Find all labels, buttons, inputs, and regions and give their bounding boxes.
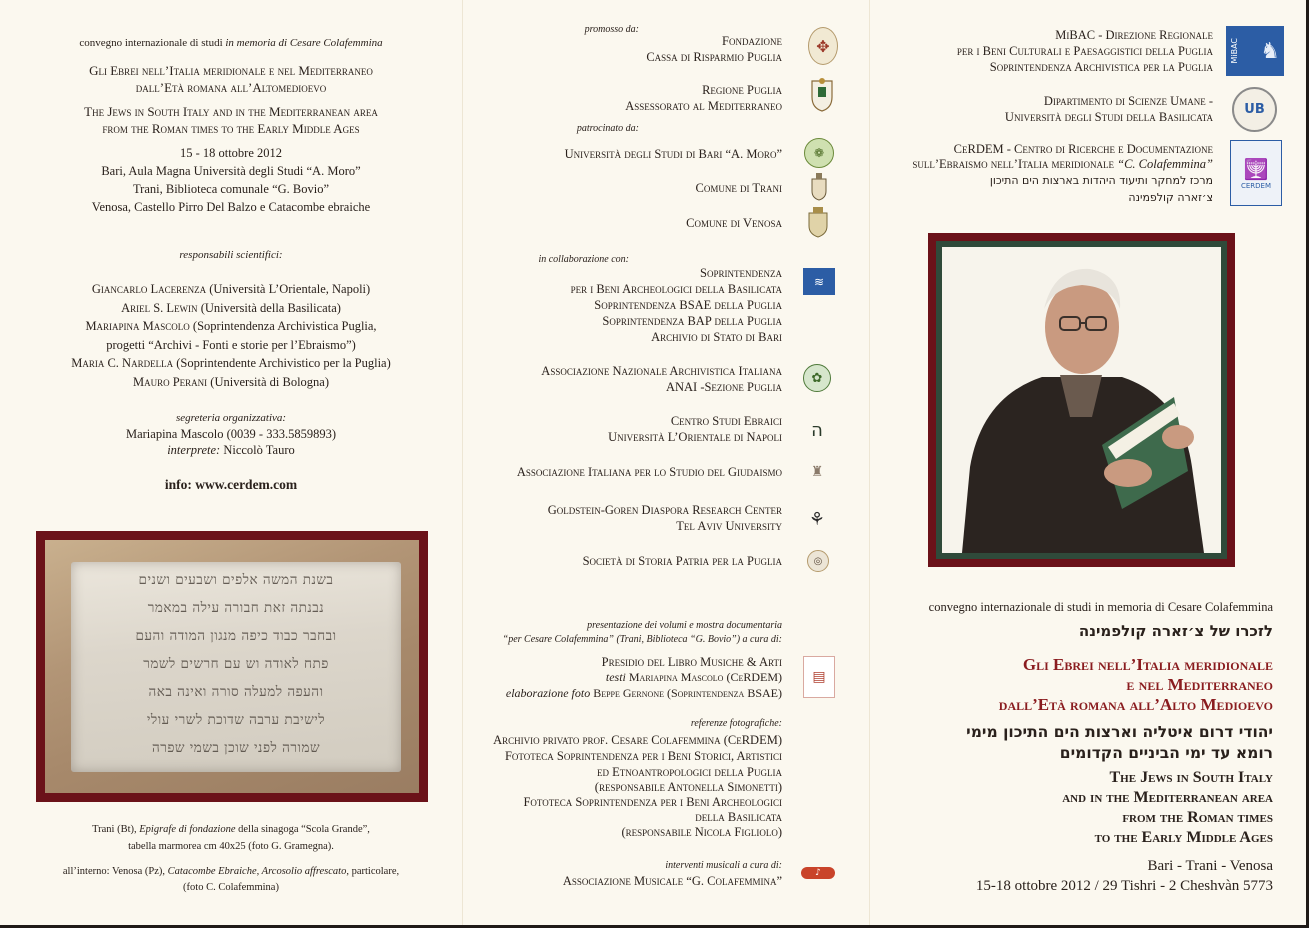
- uni-bari-logo: [804, 138, 834, 168]
- mibac-logo: [1226, 26, 1284, 76]
- uni-bari: Università degli Studi di Bari “A. Moro”: [564, 147, 782, 161]
- anai-line1: Associazione Nazionale Archivistica Italiana: [541, 364, 782, 378]
- menorah-icon: 🕎: [1243, 158, 1269, 181]
- cs-ebraici-logo: [803, 417, 831, 443]
- goldstein-line2: Tel Aviv University: [676, 519, 782, 533]
- mibac-icon: ≋: [813, 274, 825, 289]
- responsabile-item: [0, 318, 462, 334]
- inscription-photo: [45, 540, 419, 793]
- referenze-label: referenze fotografiche:: [690, 718, 782, 729]
- venue-trani: Trani, Biblioteca comunale “G. Bovio”: [132, 182, 330, 196]
- regione-puglia-logo: [808, 76, 836, 114]
- memorial-hebrew: לזכרו של צ׳זארה קולפמינה: [1078, 622, 1273, 640]
- seal-icon: ◎: [813, 555, 823, 567]
- referenze-line: ed Etnoantropologici della Puglia: [597, 765, 782, 779]
- responsabile-affiliation: (Soprintendenza Archivistica Puglia,: [189, 319, 377, 333]
- storia-patria-logo: [807, 550, 829, 572]
- inscription-line: ובחבר כבוד כיפה מנגון המודה והעם: [135, 628, 337, 644]
- caption-line: (foto C. Colafemmina): [183, 882, 279, 893]
- collaborazione-label: in collaborazione con:: [538, 254, 629, 265]
- english-title-line: from the Roman times: [1122, 809, 1273, 826]
- caption-detail: della sinagoga “Scola Grande”,: [235, 824, 370, 835]
- title-it-line1: Gli Ebrei nell’Italia meridionale e nel Mediterraneo: [89, 63, 373, 78]
- promosso-label: promosso da:: [584, 24, 639, 35]
- book-icon: ▤: [812, 669, 826, 685]
- seal-icon: ❁: [813, 146, 825, 160]
- english-title-line: to the Early Middle Ages: [1094, 829, 1273, 846]
- regione-line2: Assessorato al Mediterraneo: [625, 99, 782, 113]
- inscription-line: בשנת המשה אלפים ושבעים ושנים: [138, 572, 334, 588]
- inscription-line: פתח לאודה וש עם חרשים לשמר: [143, 656, 329, 672]
- inscription-line: והעפה למעלה סורה ואינה באה: [148, 684, 324, 700]
- shield-icon: [809, 77, 835, 113]
- unibas-logo: [1232, 87, 1277, 132]
- responsabili-label: responsabili scientifici:: [179, 249, 283, 261]
- emblem-icon: ✥: [816, 36, 830, 56]
- presentazione-sub: [503, 634, 782, 645]
- venue-bari: Bari, Aula Magna Università degli Studi “A. Moro”: [101, 164, 361, 178]
- inscription-line: נבנתה זאת חבורה עילה במאמר: [147, 600, 325, 616]
- cerdem-hebrew-line1: מרכז למחקר ותיעוד היהדות בארצות הים התיכון: [989, 174, 1213, 187]
- associazione-musicale-logo: [801, 867, 835, 879]
- sopr-line: Soprintendenza BSAE della Puglia: [594, 298, 782, 312]
- hebrew-title-line: רומא עד ימי הביניים הקדומים: [1059, 744, 1273, 762]
- elaborazione-author: Beppe Gernone (Soprintendenza BSAE): [590, 686, 782, 700]
- inscription-line: לישיבת ערבה שדוכת לשרי עולי: [146, 712, 326, 728]
- right-conference-line: convegno internazionale di studi in memoria di Cesare Colafemmina: [928, 600, 1273, 614]
- elaborazione-label: elaborazione foto: [505, 686, 591, 700]
- lion-icon: ♞: [1260, 38, 1280, 63]
- mibac-line1: MiBAC - Direzione Regionale: [1055, 28, 1213, 42]
- fondazione-line1: Fondazione: [722, 34, 782, 48]
- interventi-label: interventi musicali a cura di:: [665, 860, 782, 871]
- music-note-icon: ♪: [815, 868, 821, 878]
- inscription-photo-frame: [36, 531, 428, 802]
- caption-title: Epigrafe di fondazione: [139, 824, 236, 835]
- referenze-line: Fototeca Soprintendenza per i Beni Archeologici: [523, 795, 782, 809]
- responsabile-item: [0, 337, 462, 353]
- coat-of-arms-icon: [807, 206, 829, 238]
- venue-venosa: Venosa, Castello Pirro Del Balzo e Catacombe ebraiche: [91, 200, 371, 214]
- presentazione-label: presentazione dei volumi e mostra documentaria: [587, 620, 782, 631]
- portrait-mat: [936, 241, 1227, 559]
- referenze-line: Archivio privato prof. Cesare Colafemmina (CeRDEM): [493, 733, 782, 747]
- figure-icon: ♜: [810, 464, 824, 480]
- cerdem-name: “C. Colafemmina”: [1117, 157, 1213, 171]
- caption-place: all’interno: Venosa (Pz),: [62, 866, 168, 877]
- presentazione-place: (Trani, Biblioteca “G. Bovio”) a cura di:: [613, 634, 782, 645]
- dip-line1: Dipartimento di Scienze Umane -: [1043, 94, 1213, 108]
- title-en-line1: The Jews in South Italy and in the Mediterranean area: [84, 104, 378, 119]
- regione-line1: Regione Puglia: [702, 83, 782, 97]
- caption-title: Catacombe Ebraiche, Arcosolio affrescato: [167, 866, 347, 877]
- storia-patria: Società di Storia Patria per la Puglia: [582, 554, 782, 568]
- interprete-line: [0, 442, 462, 458]
- mibac-line2: per i Beni Culturali e Paesaggistici della Puglia: [956, 44, 1213, 58]
- responsabile-affiliation: (Università di Bologna): [207, 375, 330, 389]
- anai-line2: ANAI -Sezione Puglia: [665, 380, 782, 394]
- sopr-line: Archivio di Stato di Bari: [651, 330, 782, 344]
- mibac-small-logo: [803, 268, 835, 295]
- responsabile-name: Mariapina Mascolo: [85, 319, 190, 333]
- responsabile-item: [0, 374, 462, 390]
- mibac-line3: Soprintendenza Archivistica per la Puglia: [989, 60, 1213, 74]
- conference-dates: 15 - 18 ottobre 2012: [179, 146, 283, 160]
- aisg-logo: [807, 458, 827, 486]
- cs-ebraici-line2: Università L’Orientale di Napoli: [608, 430, 782, 444]
- referenze-line: della Basilicata: [695, 810, 782, 824]
- cerdem-line2: [912, 157, 1213, 172]
- responsabile-affiliation: (Soprintendente Archivistico per la Puglia): [173, 356, 391, 370]
- goldstein-line1: Goldstein-Goren Diaspora Research Center: [547, 503, 782, 517]
- red-title-line: Gli Ebrei nell’Italia meridionale: [1022, 655, 1273, 674]
- elaborazione-line: [506, 686, 782, 702]
- responsabile-name: Ariel S. Lewin: [121, 301, 198, 315]
- responsabile-name: Maria C. Nardella: [71, 356, 174, 370]
- cerdem-line1: CeRDEM - Centro di Ricerche e Documentazione: [953, 142, 1213, 156]
- referenze-line: (responsabile Antonella Simonetti): [594, 780, 782, 794]
- interprete-name: Niccolò Tauro: [220, 443, 295, 457]
- responsabile-item: [0, 355, 462, 371]
- caption-place: Trani (Bt),: [92, 824, 140, 835]
- presidio-logo: [803, 656, 835, 698]
- anai-logo: [803, 364, 831, 392]
- segreteria-label: segreteria organizzativa:: [175, 412, 287, 424]
- fondazione-logo: [808, 27, 838, 65]
- responsabile-name: Giancarlo Lacerenza: [91, 282, 207, 296]
- aisg: Associazione Italiana per lo Studio del Giudaismo: [516, 465, 782, 479]
- caption-line: tabella marmorea cm 40x25 (foto G. Gramegna).: [128, 841, 334, 852]
- coat-of-arms-icon: [810, 173, 828, 201]
- goldstein-logo: [805, 505, 829, 533]
- info-website-link[interactable]: info: www.cerdem.com: [164, 477, 298, 492]
- left-panel: [0, 0, 462, 925]
- portrait-frame: [928, 233, 1235, 567]
- cerdem-logo-text: CERDEM: [1240, 181, 1272, 190]
- comune-venosa-logo: [807, 206, 829, 238]
- memorial-label: in memoria di Cesare Colafemmina: [225, 37, 383, 49]
- title-it-line2: dall’Età romana all’Altomedioevo: [135, 80, 327, 95]
- red-title-line: e nel Mediterraneo: [1126, 675, 1273, 694]
- testi-line: [606, 670, 782, 686]
- fondazione-line2: Cassa di Risparmio Puglia: [646, 50, 782, 64]
- tree-icon: ⚘: [808, 508, 826, 530]
- responsabile-item: [0, 281, 462, 297]
- responsabile-affiliation: (Università L’Orientale, Napoli): [206, 282, 371, 296]
- cities: Bari - Trani - Venosa: [1147, 858, 1273, 874]
- segreteria-contact: Mariapina Mascolo (0039 - 333.5859893): [125, 427, 337, 441]
- english-title-line: and in the Mediterranean area: [1062, 789, 1273, 806]
- caption-detail: , particolare,: [346, 866, 400, 877]
- sopr-line: Soprintendenza BAP della Puglia: [602, 314, 782, 328]
- caption-line: [0, 822, 462, 838]
- inscription-line: שמורה לפני שוכן בשמי שפרה: [151, 740, 321, 756]
- comune-trani-logo: [809, 172, 829, 202]
- dip-line2: Università degli Studi della Basilicata: [1004, 110, 1213, 124]
- referenze-line: Fototeca Soprintendenza per i Beni Storici, Artistici: [504, 749, 782, 763]
- presidio: Presidio del Libro Musiche & Arti: [601, 655, 782, 669]
- cs-ebraici-line1: Centro Studi Ebraici: [670, 414, 782, 428]
- sopr-line: per i Beni Archeologici della Basilicata: [570, 282, 782, 296]
- portrait-photo: [942, 247, 1221, 553]
- hebrew-letter-icon: ה: [811, 419, 823, 441]
- caption-line: [0, 864, 462, 880]
- middle-panel: [462, 0, 869, 925]
- testi-author: Mariapina Mascolo (CeRDEM): [625, 670, 782, 684]
- conference-label: convegno internazionale di studi: [79, 37, 223, 49]
- responsabile-affiliation: (Università della Basilicata): [197, 301, 341, 315]
- cerdem-hebrew-line2: צ׳זארה קולפמינה: [1128, 191, 1213, 204]
- patrocinato-label: patrocinato da:: [576, 123, 639, 134]
- hebrew-title-line: יהודי דרום איטליה וארצות הים התיכון מימי: [966, 723, 1273, 741]
- responsabile-item: [0, 300, 462, 316]
- cerdem-subject: sull’Ebraismo nell’Italia meridionale: [912, 157, 1118, 171]
- comune-venosa: Comune di Venosa: [686, 216, 782, 230]
- red-title-line: dall’Età romana all’Alto Medioevo: [998, 695, 1273, 714]
- sopr-line: Soprintendenza: [700, 266, 782, 280]
- title-en-line2: from the Roman times to the Early Middle Ages: [102, 121, 360, 136]
- english-title-line: The Jews in South Italy: [1109, 769, 1273, 786]
- reading-man-illustration: [942, 247, 1221, 553]
- marble-tablet: [71, 562, 401, 772]
- unibas-logo-text: UB: [1244, 102, 1265, 117]
- seal-icon: ✿: [811, 370, 823, 386]
- comune-trani: Comune di Trani: [695, 181, 782, 195]
- testi-label: testi: [605, 670, 626, 684]
- interventi: Associazione Musicale “G. Colafemmina”: [562, 874, 782, 888]
- presentazione-title: “per Cesare Colafemmina”: [502, 634, 614, 645]
- cerdem-logo: [1230, 140, 1282, 206]
- responsabile-affiliation: progetti “Archivi - Fonti e storie per l’Ebraismo”): [106, 338, 356, 352]
- mibac-logo-text: MiBAC: [1230, 38, 1239, 64]
- responsabile-name: Mauro Perani: [132, 375, 208, 389]
- interprete-label: interprete:: [167, 443, 221, 457]
- referenze-line: (responsabile Nicola Figliolo): [621, 825, 782, 839]
- dates-line: 15-18 ottobre 2012 / 29 Tishri - 2 Cheshvàn 5773: [975, 878, 1273, 894]
- fold-line: [869, 0, 870, 925]
- conference-subtitle: [0, 35, 462, 51]
